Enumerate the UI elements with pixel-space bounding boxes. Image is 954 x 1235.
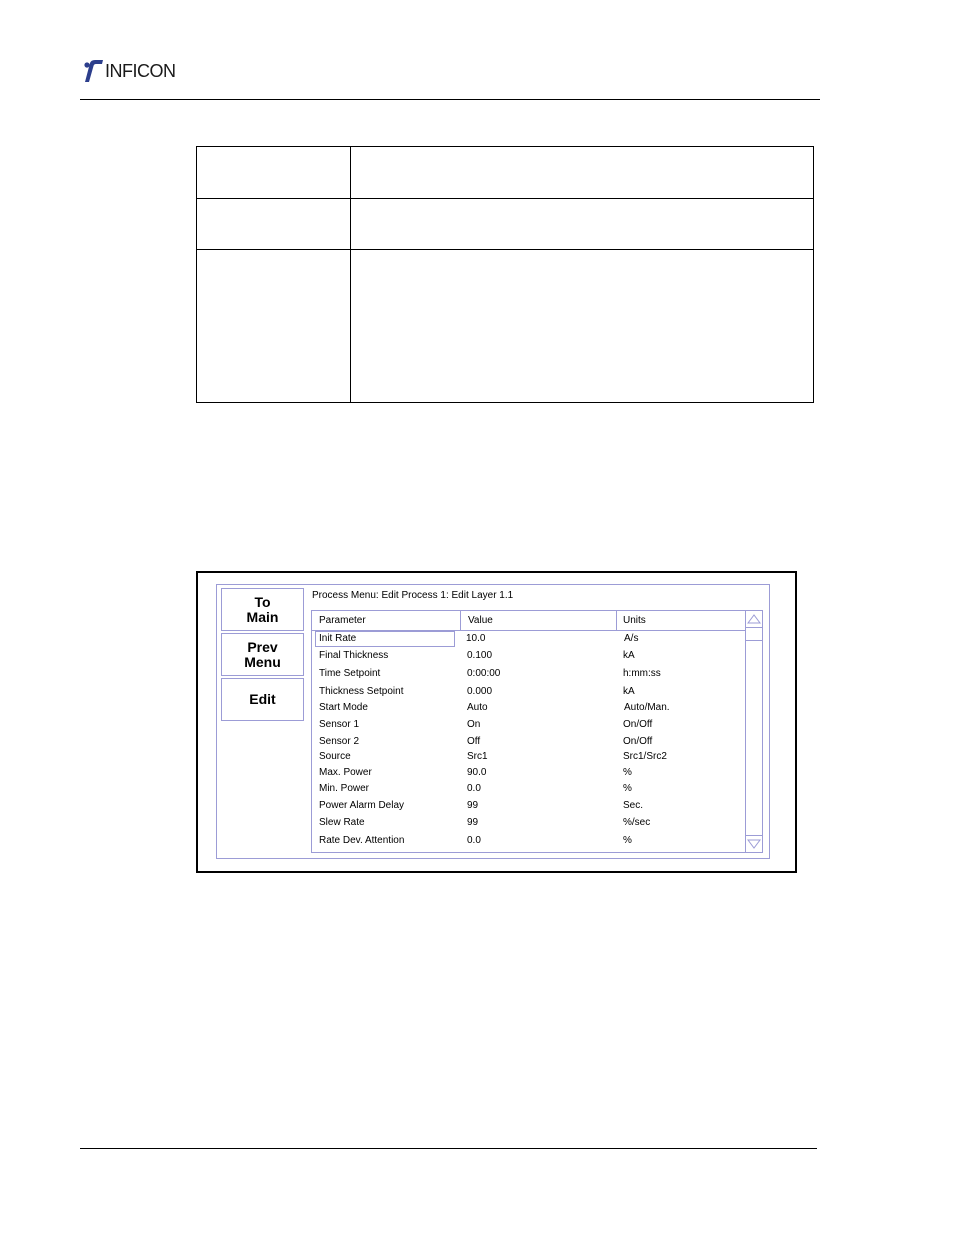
table-row[interactable] bbox=[312, 717, 745, 733]
brand-name: INFICON bbox=[105, 60, 176, 81]
value-cell: Off bbox=[467, 736, 481, 747]
units-cell: % bbox=[623, 783, 632, 794]
breadcrumb: Process Menu: Edit Process 1: Edit Layer 1.1 bbox=[312, 590, 514, 601]
parameter-cell: Power Alarm Delay bbox=[319, 800, 405, 811]
parameter-cell: Slew Rate bbox=[319, 817, 365, 828]
column-header-value[interactable]: Value bbox=[468, 615, 493, 626]
document-table-row bbox=[197, 198, 813, 250]
units-cell: kA bbox=[623, 650, 635, 661]
units-cell: Src1/Src2 bbox=[623, 751, 667, 762]
value-cell: On bbox=[467, 719, 481, 730]
value-cell: 0.100 bbox=[467, 650, 493, 661]
units-cell: On/Off bbox=[623, 719, 653, 730]
parameter-cell: Min. Power bbox=[319, 783, 370, 794]
parameter-cell: Init Rate bbox=[319, 633, 357, 644]
inficon-logo-icon bbox=[82, 59, 104, 83]
units-cell: Sec. bbox=[623, 800, 644, 811]
value-cell: 90.0 bbox=[467, 767, 487, 778]
table-row[interactable] bbox=[312, 734, 745, 750]
value-cell: 0.0 bbox=[467, 835, 481, 846]
units-cell: Auto/Man. bbox=[624, 702, 670, 713]
units-cell: kA bbox=[623, 686, 635, 697]
parameter-cell: Time Setpoint bbox=[319, 668, 381, 679]
value-cell: 10.0 bbox=[466, 633, 486, 644]
scroll-thumb[interactable] bbox=[746, 628, 762, 641]
table-row[interactable] bbox=[312, 666, 745, 682]
vertical-scrollbar[interactable] bbox=[745, 611, 762, 852]
table-row-init-rate[interactable] bbox=[312, 631, 745, 647]
to-main-button[interactable]: To Main bbox=[221, 588, 304, 631]
table-row[interactable] bbox=[312, 765, 745, 781]
value-cell: Auto bbox=[467, 702, 488, 713]
parameter-cell: Rate Dev. Attention bbox=[319, 835, 405, 846]
table-row[interactable] bbox=[312, 833, 745, 849]
units-cell: h:mm:ss bbox=[623, 668, 661, 679]
document-table-row bbox=[197, 249, 813, 402]
parameter-cell: Start Mode bbox=[319, 702, 368, 713]
parameter-cell: Thickness Setpoint bbox=[319, 686, 404, 697]
scroll-down-button[interactable] bbox=[746, 835, 762, 852]
table-header bbox=[312, 611, 745, 631]
parameter-cell: Sensor 1 bbox=[319, 719, 360, 730]
document-table-row bbox=[197, 147, 813, 199]
units-cell: %/sec bbox=[623, 817, 651, 828]
units-cell: A/s bbox=[624, 633, 639, 644]
value-cell: 0.0 bbox=[467, 783, 481, 794]
scroll-up-button[interactable] bbox=[746, 611, 762, 628]
units-cell: % bbox=[623, 767, 632, 778]
value-cell: Src1 bbox=[467, 751, 488, 762]
footer-rule bbox=[80, 1148, 817, 1149]
parameter-cell: Source bbox=[319, 751, 351, 762]
header-rule bbox=[80, 99, 820, 100]
parameter-table bbox=[311, 610, 763, 853]
edit-layer-screen bbox=[216, 584, 770, 859]
table-row[interactable] bbox=[312, 648, 745, 664]
column-divider bbox=[616, 611, 617, 630]
column-divider bbox=[460, 611, 461, 630]
parameter-cell: Max. Power bbox=[319, 767, 372, 778]
edit-button[interactable]: Edit bbox=[221, 678, 304, 721]
scroll-up-arrow-icon bbox=[747, 614, 761, 624]
table-row[interactable] bbox=[312, 815, 745, 831]
column-header-parameter[interactable]: Parameter bbox=[319, 615, 366, 626]
table-row[interactable] bbox=[312, 781, 745, 797]
table-row[interactable] bbox=[312, 749, 745, 765]
table-row[interactable] bbox=[312, 700, 745, 716]
units-cell: On/Off bbox=[623, 736, 653, 747]
screen-figure bbox=[196, 571, 797, 873]
parameter-cell: Sensor 2 bbox=[319, 736, 360, 747]
table-row[interactable] bbox=[312, 684, 745, 700]
value-cell: 99 bbox=[467, 817, 479, 828]
value-cell: 0.000 bbox=[467, 686, 493, 697]
table-row[interactable] bbox=[312, 798, 745, 814]
prev-menu-button[interactable]: Prev Menu bbox=[221, 633, 304, 676]
inficon-logo bbox=[82, 58, 176, 84]
column-header-units[interactable]: Units bbox=[623, 615, 646, 626]
units-cell: % bbox=[623, 835, 632, 846]
document-table bbox=[196, 146, 814, 403]
parameter-cell: Final Thickness bbox=[319, 650, 389, 661]
scroll-down-arrow-icon bbox=[747, 839, 761, 849]
value-cell: 0:00:00 bbox=[467, 668, 501, 679]
document-table-column-divider bbox=[350, 147, 351, 402]
value-cell: 99 bbox=[467, 800, 479, 811]
